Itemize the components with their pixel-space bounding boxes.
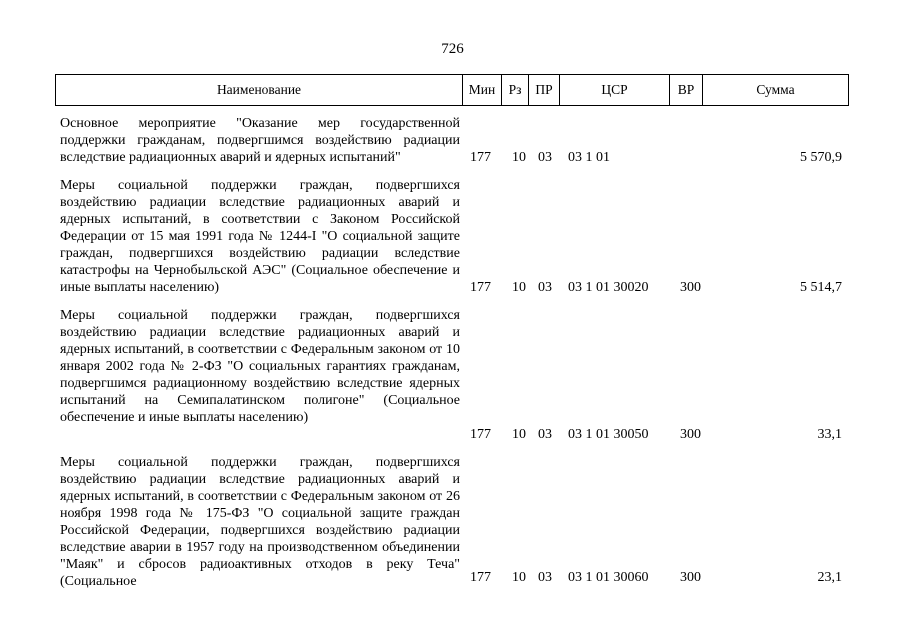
row-min: 177 (470, 570, 491, 585)
row-sum: 33,1 (817, 427, 842, 442)
row-sum: 5 514,7 (800, 280, 842, 295)
row-name: Меры социальной поддержки граждан, подвергшихся воздействию радиации вследствие радиационных аварий и ядерных испытаний, в соответствии с Федеральным законом от 10 января 2002 года № 2-ФЗ "О социальных гарантиях гражданам, подвергшимся радиационному воздействию вследствие ядерных испытаний на Семипалатинском полигоне" (Социальное обеспечение и иные выплаты населению) (60, 308, 460, 425)
row-min: 177 (470, 280, 491, 295)
row-pr: 03 (538, 570, 552, 585)
row-pr: 03 (538, 150, 552, 165)
row-min: 177 (470, 427, 491, 442)
row-csr: 03 1 01 30020 (568, 280, 649, 295)
page-number: 726 (441, 41, 464, 57)
row-sum: 23,1 (817, 570, 842, 585)
header-name: Наименование (56, 75, 463, 105)
header-sum: Сумма (756, 82, 795, 97)
header-vr: ВР (670, 75, 703, 105)
row-csr: 03 1 01 30050 (568, 427, 649, 442)
row-rz: 10 (512, 280, 526, 295)
row-vr: 300 (680, 570, 701, 585)
row-rz: 10 (512, 570, 526, 585)
header-min: Мин (463, 75, 502, 105)
header-pr: ПР (529, 75, 560, 105)
row-name: Меры социальной поддержки граждан, подвергшихся воздействию радиации вследствие радиационных аварий и ядерных испытаний, в соответствии с Законом Российской Федерации от 15 мая 1991 года № 1244-I "О социальной защите граждан, подвергшихся воздействию радиации вследствие катастрофы на Чернобыльской АЭС" (Социальное обеспечение и иные выплаты населению) (60, 178, 460, 295)
table-header (55, 74, 849, 106)
row-min: 177 (470, 150, 491, 165)
row-csr: 03 1 01 30060 (568, 570, 649, 585)
row-name: Основное мероприятие "Оказание мер государственной поддержки гражданам, подвергшимся воздействию радиации вследствие радиационных аварий и ядерных испытаний" (60, 116, 460, 165)
row-pr: 03 (538, 280, 552, 295)
header-rz: Рз (502, 75, 529, 105)
row-rz: 10 (512, 427, 526, 442)
row-name: Меры социальной поддержки граждан, подвергшихся воздействию радиации вследствие радиационных аварий и ядерных испытаний, в соответствии с Федеральным законом от 26 ноября 1998 года № 175-ФЗ "О социальной защите граждан Российской Федерации, подвергшихся воздействию радиации вследствие аварии в 1957 году на производственном объединении "Маяк" и сбросов радиоактивных отходов в реку Теча" (Социальное (60, 455, 460, 589)
row-vr: 300 (680, 427, 701, 442)
row-csr: 03 1 01 (568, 150, 610, 165)
row-sum: 5 570,9 (800, 150, 842, 165)
row-vr: 300 (680, 280, 701, 295)
header-csr: ЦСР (560, 75, 670, 105)
row-pr: 03 (538, 427, 552, 442)
row-rz: 10 (512, 150, 526, 165)
